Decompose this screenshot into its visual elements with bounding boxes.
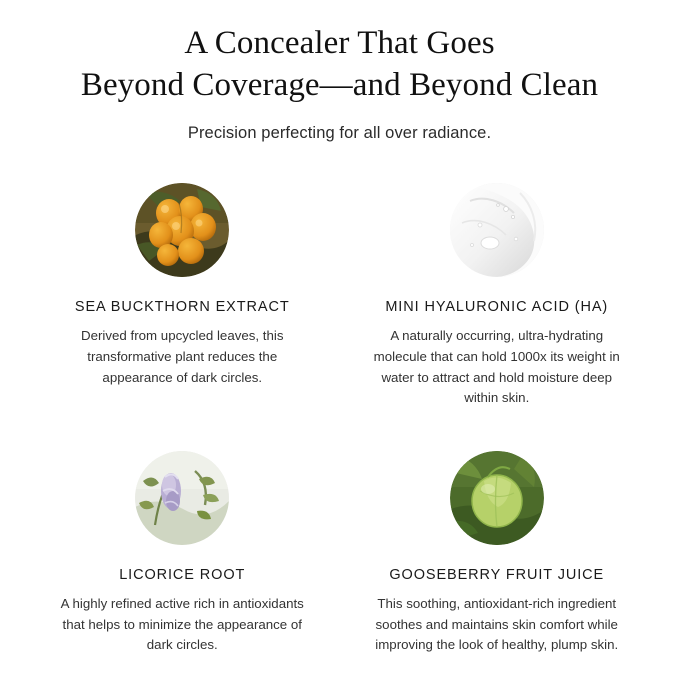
hyaluronic-acid-droplet-image: [450, 183, 544, 277]
ingredient-card: [345, 183, 650, 408]
ingredient-grid: [30, 183, 649, 655]
ingredient-description: A naturally occurring, ultra-hydrating molecule that can hold 1000x its weight in water to attract and hold moisture deep within skin.: [373, 328, 620, 406]
page-subtitle: Precision perfecting for all over radiance.: [187, 124, 492, 143]
ingredient-card: [30, 451, 335, 656]
page-title: [30, 22, 649, 106]
ingredient-name: MINI HYALURONIC ACID (HA): [385, 299, 609, 316]
ingredient-card: [345, 451, 650, 656]
ingredient-description: Derived from upcycled leaves, this transformative plant reduces the appearance of dark circles.: [81, 328, 284, 385]
ingredient-name: GOOSEBERRY FRUIT JUICE: [389, 566, 605, 583]
ingredient-name: LICORICE ROOT: [119, 566, 246, 583]
ingredient-description: This soothing, antioxidant-rich ingredient soothes and maintains skin comfort while improving the look of healthy, plump skin.: [375, 595, 619, 653]
sea-buckthorn-berries-image: [135, 183, 229, 277]
ingredient-name: SEA BUCKTHORN EXTRACT: [74, 299, 290, 316]
page-title-line-2: Beyond Coverage—and Beyond Clean: [80, 67, 599, 104]
ingredient-description: A highly refined active rich in antioxidants that helps to minimize the appearance of dark circles.: [60, 595, 304, 653]
licorice-root-flower-image: [135, 451, 229, 545]
page-title-line-1: A Concealer That Goes: [184, 25, 495, 61]
ingredient-card: [30, 183, 335, 408]
gooseberry-fruit-image: [450, 451, 544, 545]
